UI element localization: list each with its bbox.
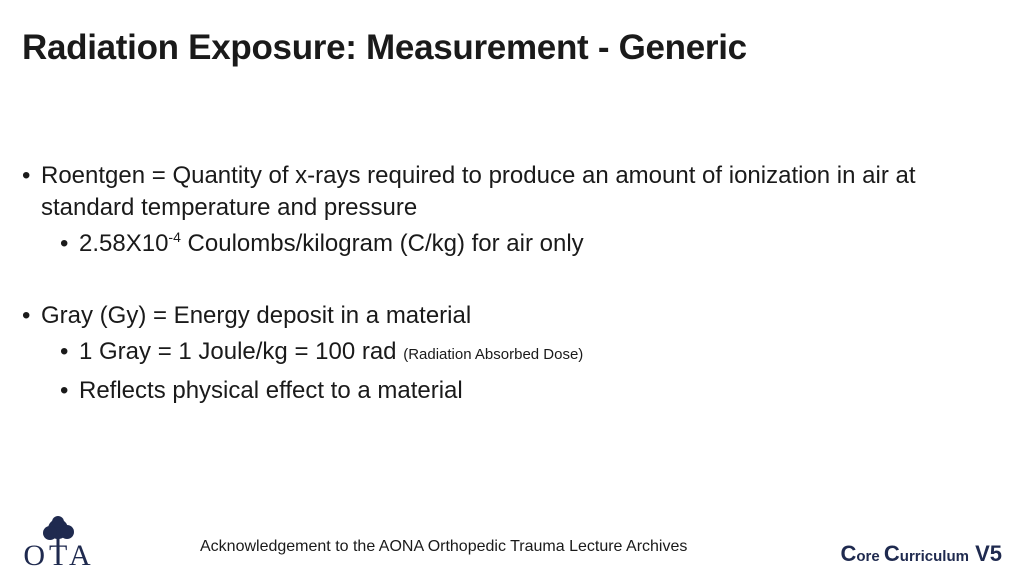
bullet-roentgen-value bbox=[22, 228, 992, 260]
gray-equivalence-note: (Radiation Absorbed Dose) bbox=[403, 346, 584, 363]
roentgen-value-unit: Coulombs/kilogram (C/kg) for air only bbox=[180, 230, 584, 257]
bullet-gray-effect: • Reflects physical effect to a material bbox=[22, 375, 992, 407]
slide-content bbox=[22, 160, 992, 407]
brand-c1: C bbox=[840, 541, 857, 566]
acknowledgement-text: Acknowledgement to the AONA Orthopedic Trauma Lecture Archives bbox=[200, 538, 688, 555]
logo-text: OTA bbox=[23, 539, 95, 571]
bullet-gray-equivalence bbox=[22, 336, 992, 371]
bullet-roentgen: • Roentgen = Quantity of x-rays required to produce an amount of ionization in air at standard temperature and pressure bbox=[22, 160, 992, 224]
brand-ore: ore bbox=[856, 548, 884, 565]
ota-logo bbox=[14, 515, 104, 571]
bullet-gray: • Gray (Gy) = Energy deposit in a material bbox=[22, 300, 992, 332]
brand-version: V5 bbox=[968, 541, 1002, 566]
brand-c2: C bbox=[883, 541, 900, 566]
brand-urriculum: urriculum bbox=[899, 548, 969, 565]
slide-title: Radiation Exposure: Measurement - Generic bbox=[22, 28, 747, 67]
core-curriculum-brand bbox=[840, 541, 1002, 567]
roentgen-value-exponent: -4 bbox=[168, 229, 181, 245]
gray-equivalence-text: 1 Gray = 1 Joule/kg = 100 rad bbox=[79, 338, 404, 365]
roentgen-value-base: 2.58X10 bbox=[79, 230, 169, 257]
